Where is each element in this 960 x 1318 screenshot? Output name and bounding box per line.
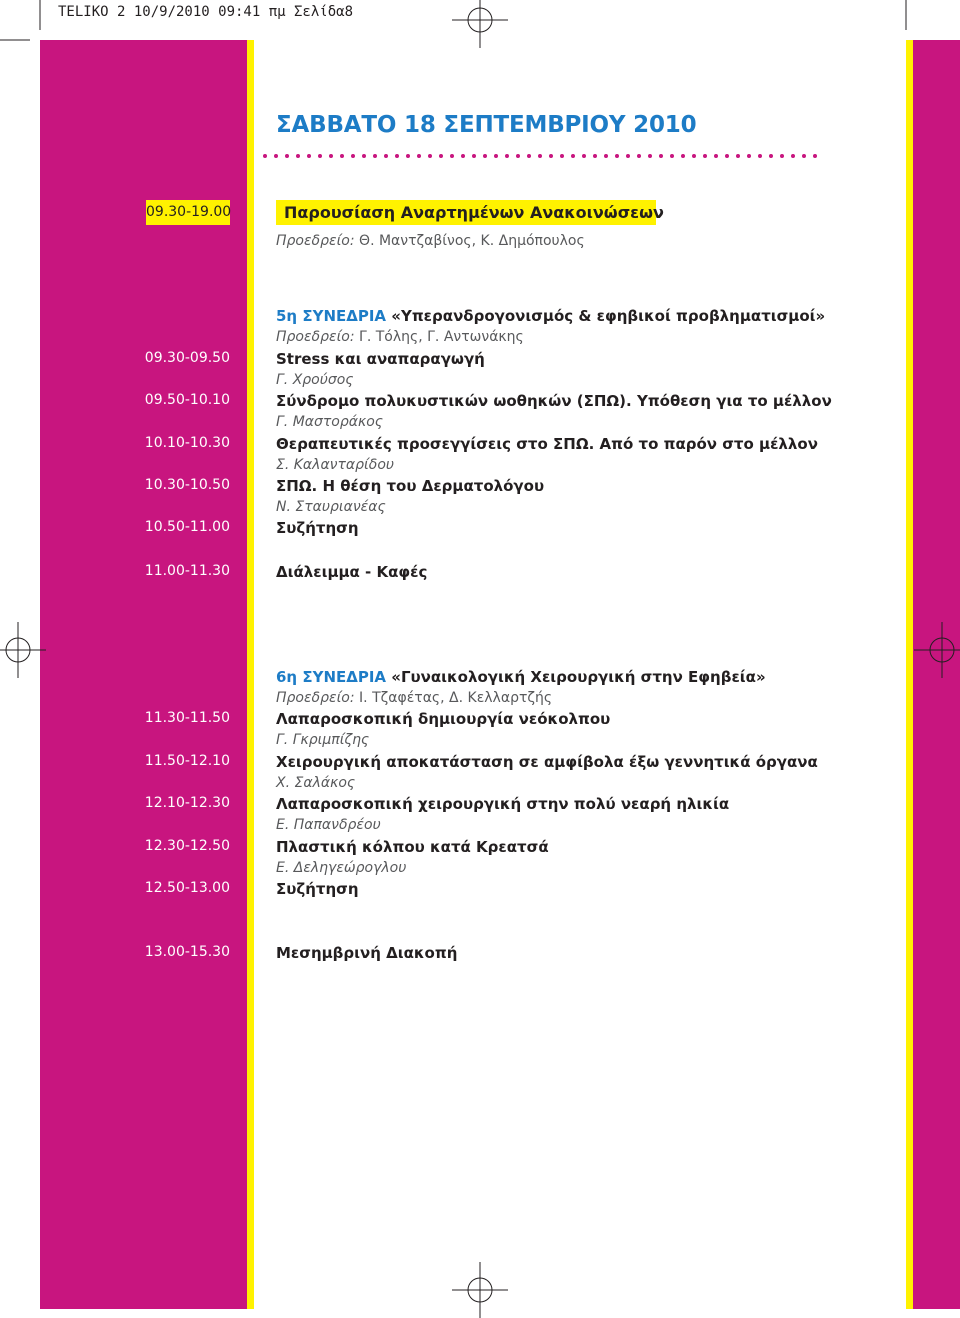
- talk-title: Λαπαροσκοπική χειρουργική στην πολύ νεαρή ηλικία: [276, 795, 730, 813]
- chairs-names: Ι. Τζαφέτας, Δ. Κελλαρτζής: [354, 690, 553, 706]
- talk-speaker: Ε. Δεληγεώρογλου: [276, 860, 407, 876]
- session6-title: «Γυναικολογική Χειρουργική στην Εφηβεία»: [386, 668, 766, 686]
- talk-time: 12.50-13.00: [144, 880, 230, 896]
- poster-title: Παρουσίαση Αναρτημένων Ανακοινώσεων: [276, 200, 656, 225]
- talk-time: 09.30-09.50: [144, 350, 230, 366]
- talk-time: 11.30-11.50: [144, 710, 230, 726]
- break-title: Διάλειμμα - Καφές: [276, 563, 428, 581]
- session6-chairs: [276, 690, 552, 706]
- talk-speaker: Γ. Χρούσος: [276, 372, 354, 388]
- day-title: ΣΑΒΒΑΤΟ 18 ΣΕΠΤΕΜΒΡΙΟΥ 2010: [276, 112, 697, 138]
- talk-title: Πλαστική κόλπου κατά Κρεατσά: [276, 838, 549, 856]
- talk-time: 11.50-12.10: [144, 753, 230, 769]
- chairs-label: Προεδρείο:: [276, 329, 355, 345]
- left-magenta-band: [40, 40, 247, 1309]
- talk-title: Συζήτηση: [276, 880, 359, 898]
- chairs-label: Προεδρείο:: [276, 233, 355, 249]
- dotted-divider: [262, 150, 828, 162]
- session5-title: «Υπερανδρογονισμός & εφηβικοί προβληματισμοί»: [386, 307, 826, 325]
- chairs-label: Προεδρείο:: [276, 690, 355, 706]
- talk-title: Stress και αναπαραγωγή: [276, 350, 485, 368]
- talk-speaker: Ν. Σταυριανέας: [276, 499, 386, 515]
- poster-time: 09.30-19.00: [146, 200, 230, 225]
- print-slug: TELIKO 2 10/9/2010 09:41 πμ Σελίδα8: [58, 4, 354, 20]
- break-time: 11.00-11.30: [144, 563, 230, 579]
- session5-heading: [276, 307, 825, 325]
- talk-time: 10.30-10.50: [144, 477, 230, 493]
- chairs-names: Θ. Μαντζαβίνος, Κ. Δημόπουλος: [354, 233, 585, 249]
- lunch-time: 13.00-15.30: [144, 944, 230, 960]
- right-yellow-stripe: [906, 40, 913, 1309]
- lunch-title: Μεσημβρινή Διακοπή: [276, 944, 458, 962]
- talk-time: 12.30-12.50: [144, 838, 230, 854]
- talk-title: ΣΠΩ. Η θέση του Δερματολόγου: [276, 477, 545, 495]
- session6-number: 6η ΣΥΝΕΔΡΙΑ: [276, 668, 387, 686]
- session5-chairs: [276, 329, 524, 345]
- talk-title: Χειρουργική αποκατάσταση σε αμφίβολα έξω γεννητικά όργανα: [276, 753, 818, 771]
- talk-speaker: Γ. Μαστοράκος: [276, 414, 384, 430]
- talk-speaker: Ε. Παπανδρέου: [276, 817, 381, 833]
- session5-number: 5η ΣΥΝΕΔΡΙΑ: [276, 307, 387, 325]
- registration-mark-icon: [452, 1262, 508, 1318]
- registration-mark-icon: [914, 622, 960, 678]
- talk-time: 12.10-12.30: [144, 795, 230, 811]
- talk-speaker: Γ. Γκριμπίζης: [276, 732, 370, 748]
- talk-title: Συζήτηση: [276, 519, 359, 537]
- talk-title: Σύνδρομο πολυκυστικών ωοθηκών (ΣΠΩ). Υπόθεση για το μέλλον: [276, 392, 832, 410]
- talk-speaker: Σ. Καλανταρίδου: [276, 457, 395, 473]
- session6-heading: [276, 668, 766, 686]
- talk-time: 10.10-10.30: [144, 435, 230, 451]
- chairs-names: Γ. Τόλης, Γ. Αντωνάκης: [354, 329, 524, 345]
- registration-mark-icon: [452, 0, 508, 48]
- talk-time: 10.50-11.00: [144, 519, 230, 535]
- talk-title: Λαπαροσκοπική δημιουργία νεόκολπου: [276, 710, 611, 728]
- talk-speaker: Χ. Σαλάκος: [276, 775, 356, 791]
- left-yellow-stripe: [247, 40, 254, 1309]
- talk-time: 09.50-10.10: [144, 392, 230, 408]
- registration-mark-icon: [0, 622, 46, 678]
- talk-title: Θεραπευτικές προσεγγίσεις στο ΣΠΩ. Από το παρόν στο μέλλον: [276, 435, 818, 453]
- poster-chairs: [276, 233, 585, 249]
